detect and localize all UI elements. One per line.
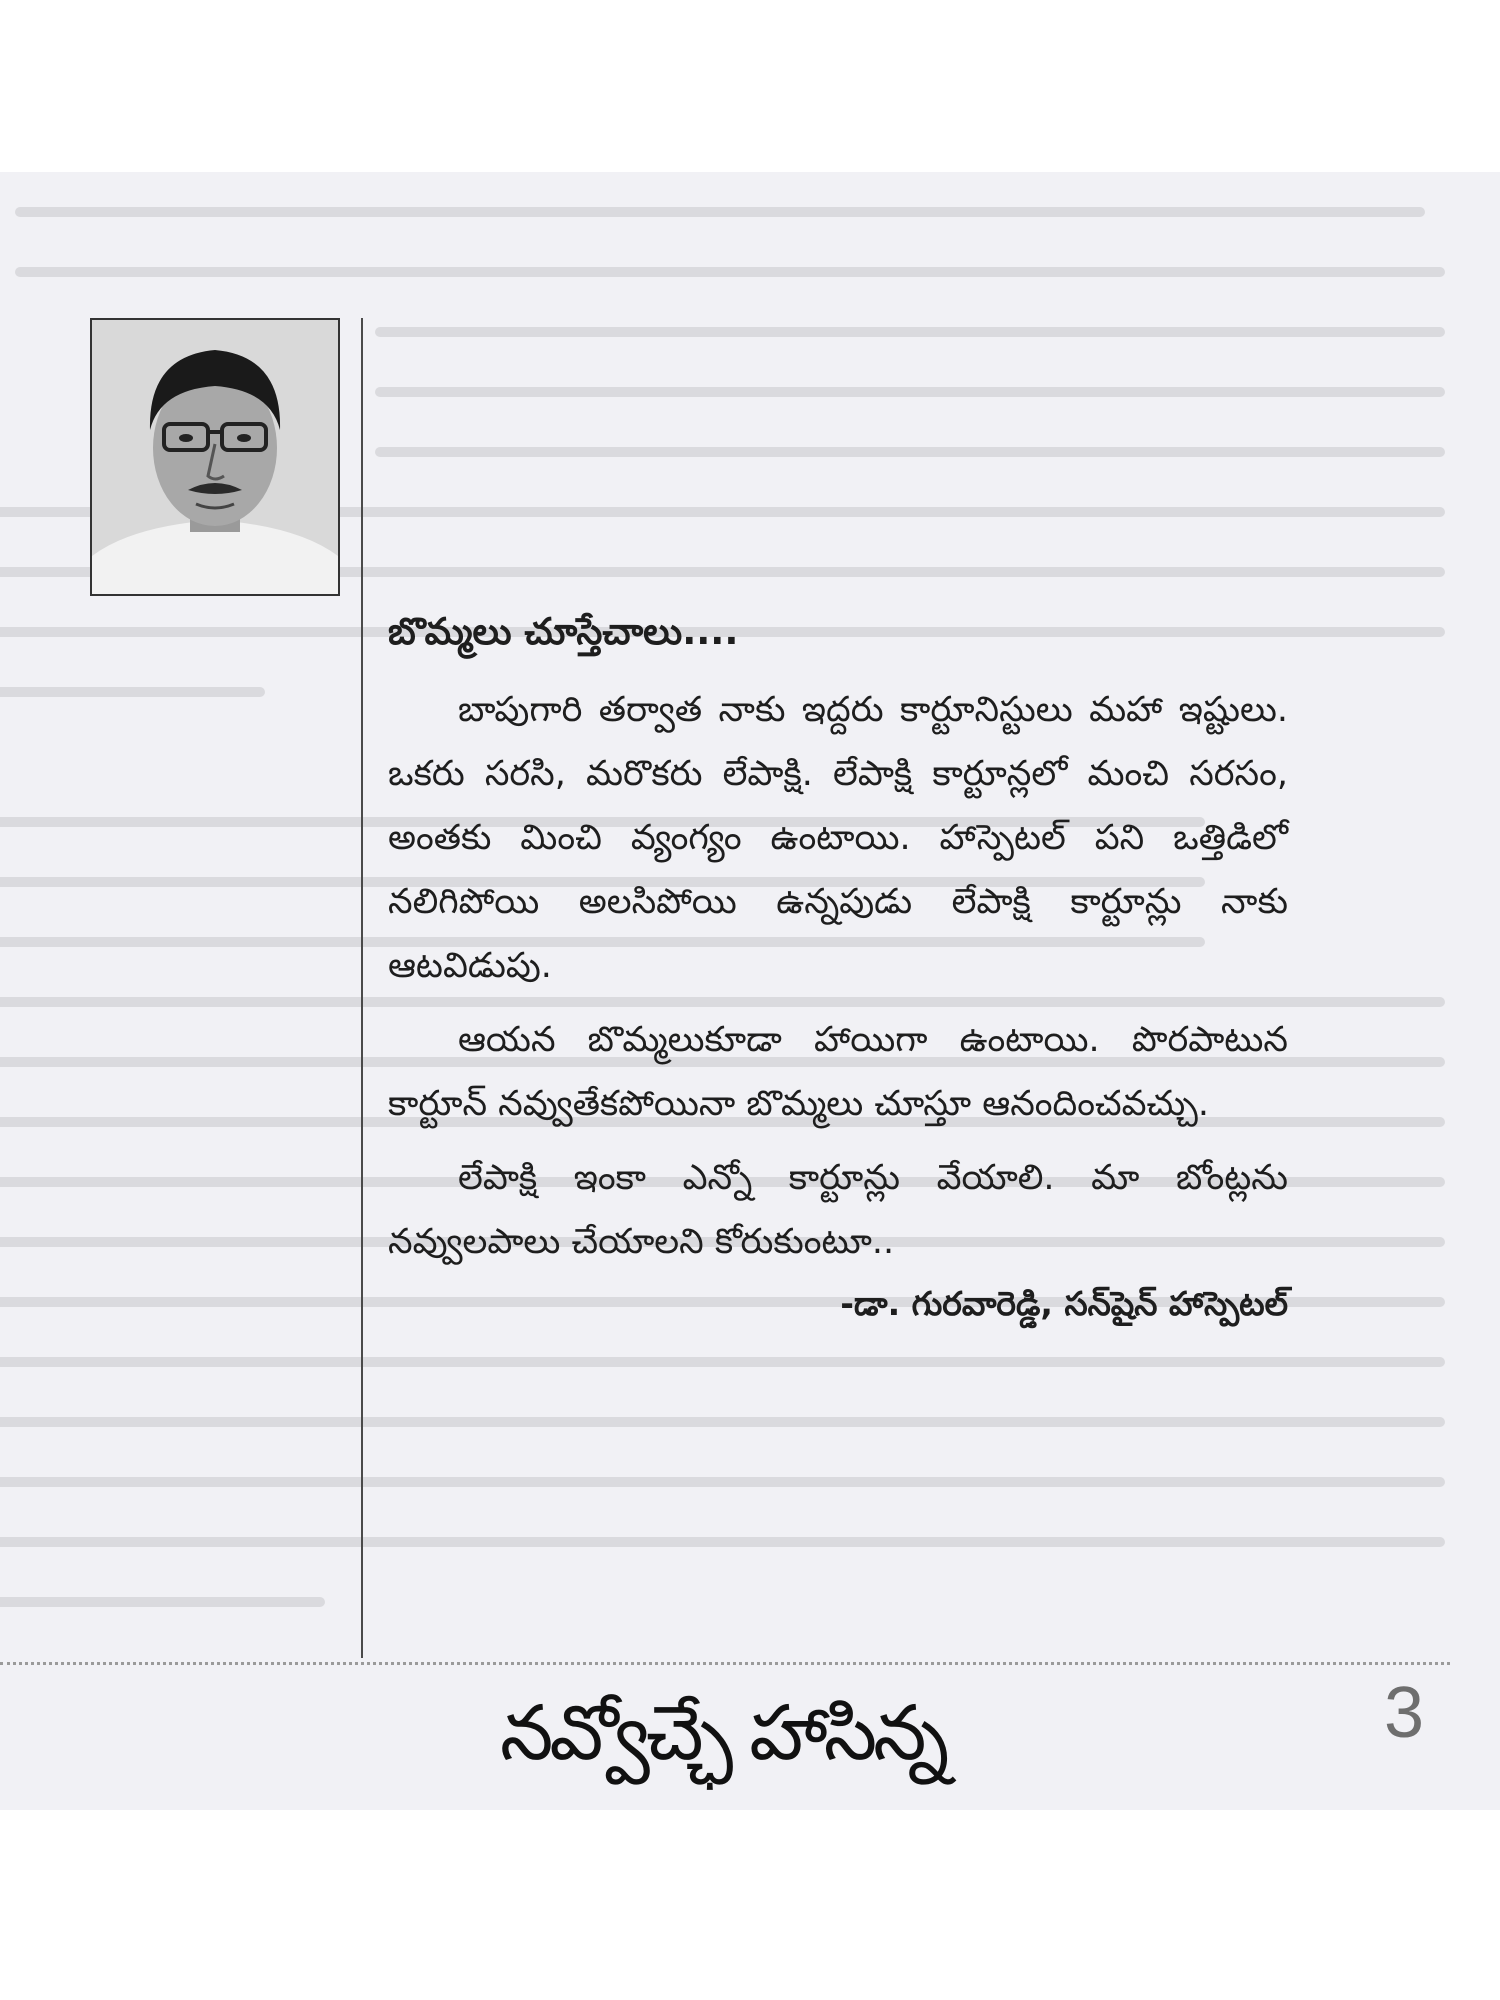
author-photo (90, 318, 340, 596)
author-signature: -డా. గురవారెడ్డి, సన్‌షైన్ హాస్పెటల్ (840, 1284, 1288, 1323)
book-page (0, 172, 1500, 1810)
book-logo-text: నవ్వోచ్ఛే హాసిన్న (500, 1688, 946, 1777)
footer-dotted-rule (0, 1662, 1450, 1665)
book-logo (500, 1682, 946, 1792)
article-title: బొమ్మలు చూస్తేచాలు.... (388, 610, 739, 653)
article-paragraph: లేపాక్షి ఇంకా ఎన్నో కార్టూన్లు వేయాలి. మా బోంట్లను నవ్వులపాలు చేయాలని కోరుకుంటూ.. (388, 1158, 1288, 1262)
column-divider (361, 318, 363, 1658)
page-number: 3 (1384, 1673, 1425, 1753)
article-paragraph: ఆయన బొమ్మలుకూడా హాయిగా ఉంటాయి. పొరపాటున కార్టూన్ నవ్వుతేకపోయినా బొమ్మలు చూస్తూ ఆనందించవచ్చు. (388, 1020, 1288, 1124)
article (388, 610, 1288, 1331)
article-paragraph: బాపుగారి తర్వాత నాకు ఇద్దరు కార్టూనిస్టులు మహా ఇష్టులు. ఒకరు సరసి, మరొకరు లేపాక్షి. లేపాక్షి కార్టూన్లలో మంచి సరసం, అంతకు మించి వ్యంగ్యం ఉంటాయి. హాస్పెటల్ పని ఒత్తిడిలో నలిగిపోయి అలసిపోయి ఉన్నపుడు లేపాక్షి కార్టూన్లు నాకు ఆటవిడుపు. (388, 690, 1288, 986)
